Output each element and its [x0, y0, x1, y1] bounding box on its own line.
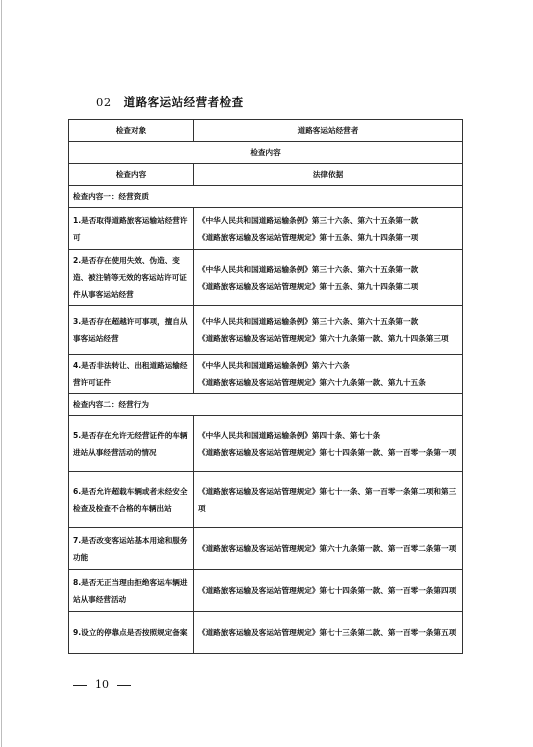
column-header-basis: 法律依据 [194, 164, 463, 186]
inspection-table [68, 119, 463, 654]
legal-basis: 《道路旅客运输及客运站管理规定》第七十四条第一款、第一百零一条第四项 [194, 570, 463, 612]
legal-basis: 《中华人民共和国道路运输条例》第四十条、第七十条 《道路旅客运输及客运站管理规定》第七十四条第一款、第一百零一条第一项 [194, 416, 463, 472]
section-heading [96, 94, 244, 110]
content-label: 检查内容 [69, 142, 463, 164]
inspection-item: 6.是否允许超载车辆或者未经安全检查及检查不合格的车辆出站 [69, 472, 194, 528]
legal-basis: 《中华人民共和国道路运输条例》第三十六条、第六十五条第一款 《道路旅客运输及客运站管理规定》第六十九条第一款、第九十四条第三项 [194, 306, 463, 355]
content-header-row [69, 142, 463, 164]
page-number: 10 [95, 678, 109, 691]
section-title: 检查内容二：经营行为 [69, 394, 463, 416]
heading-number: 02 [96, 95, 112, 109]
object-row [69, 120, 463, 142]
section-title: 检查内容一：经营资质 [69, 186, 463, 208]
page-left-edge [1, 0, 2, 747]
object-label: 检查对象 [69, 120, 194, 142]
inspection-item: 7.是否改变客运站基本用途和服务功能 [69, 528, 194, 570]
legal-basis: 《中华人民共和国道路运输条例》第六十六条 《道路旅客运输及客运站管理规定》第六十九条第一款、第九十五条 [194, 355, 463, 394]
table-row [69, 612, 463, 654]
inspection-item: 2.是否存在使用失效、伪造、变造、被注销等无效的客运站许可证件从事客运站经营 [69, 250, 194, 306]
table-row [69, 528, 463, 570]
section-title-row [69, 394, 463, 416]
inspection-item: 3.是否存在超越许可事项，擅自从事客运站经营 [69, 306, 194, 355]
legal-basis: 《道路旅客运输及客运站管理规定》第六十九条第一款、第一百零二条第一项 [194, 528, 463, 570]
section-title-row [69, 186, 463, 208]
table-row [69, 208, 463, 250]
inspection-item: 9.设立的停靠点是否按照规定备案 [69, 612, 194, 654]
column-header-item: 检查内容 [69, 164, 194, 186]
column-header-row [69, 164, 463, 186]
table-row [69, 570, 463, 612]
legal-basis: 《道路旅客运输及客运站管理规定》第七十一条、第一百零一条第二项和第三项 [194, 472, 463, 528]
legal-basis: 《中华人民共和国道路运输条例》第三十六条、第六十五条第一款 《道路旅客运输及客运站管理规定》第十五条、第九十四条第一项 [194, 208, 463, 250]
legal-basis: 《道路旅客运输及客运站管理规定》第七十三条第二款、第一百零一条第五项 [194, 612, 463, 654]
table-row [69, 416, 463, 472]
table-row [69, 250, 463, 306]
inspection-item: 5.是否存在允许无经营证件的车辆进站从事经营活动的情况 [69, 416, 194, 472]
object-value: 道路客运站经营者 [194, 120, 463, 142]
footer-dash-left [73, 685, 87, 686]
inspection-item: 1.是否取得道路旅客运输站经营许可 [69, 208, 194, 250]
table-row [69, 355, 463, 394]
inspection-item: 4.是否非法转让、出租道路运输经营许可证件 [69, 355, 194, 394]
heading-title: 道路客运站经营者检查 [123, 95, 244, 109]
table-row [69, 306, 463, 355]
table-row [69, 472, 463, 528]
footer-dash-right [117, 685, 131, 686]
page-footer [73, 678, 131, 691]
inspection-item: 8.是否无正当理由拒绝客运车辆进站从事经营活动 [69, 570, 194, 612]
legal-basis: 《中华人民共和国道路运输条例》第三十六条、第六十五条第一款 《道路旅客运输及客运站管理规定》第十五条、第九十四条第二项 [194, 250, 463, 306]
